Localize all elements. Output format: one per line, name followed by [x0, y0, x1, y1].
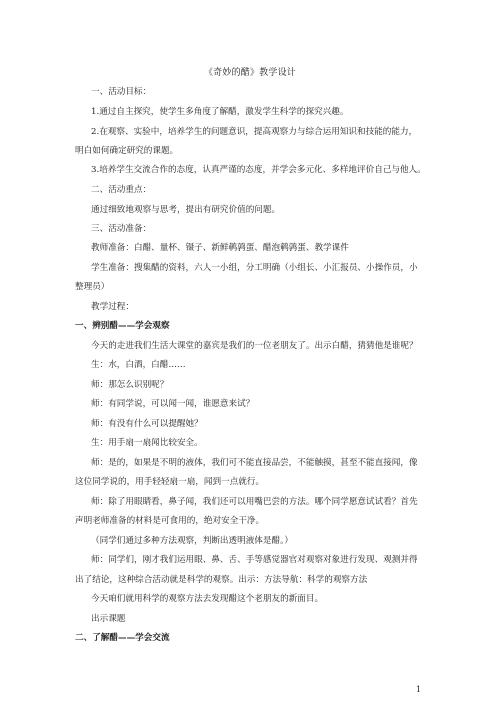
paragraph-line: 学生准备：搜集醋的资料，六人一小组，分工明确（小组长、小汇报员、小操作员，小	[91, 263, 418, 273]
paragraph-line: 1.通过自主探究，使学生多角度了解醋，激发学生科学的探究兴趣。	[91, 107, 349, 117]
paragraph-line: 今天的走进我们生活大课堂的嘉宾是我们的一位老朋友了。出示白醋，猜猜他是谁呢？	[91, 341, 418, 351]
paragraph-line: 2.在观察、实验中，培养学生的问题意识，提高观察力与综合运用知识和技能的能力，	[91, 127, 418, 137]
paragraph-line: 生：用手扇一扇闻比较安全。	[91, 438, 203, 448]
paragraph-line: 教师准备：白醋、量杯、镊子、新鲜鹌鹑蛋、醋泡鹌鹑蛋、教学课件	[91, 243, 349, 253]
paragraph-line: 今天咱们就用科学的观察方法去发现醋这个老朋友的新面目。	[91, 594, 324, 604]
bold-heading: 二、了解醋——学会交流	[75, 633, 170, 643]
paragraph-line: 3.培养学生交流合作的态度，认真严谨的态度，并学会多元化、多样地评价自己与他人。	[91, 165, 426, 175]
page-number: 1	[415, 685, 421, 694]
section-heading: 三、活动准备：	[91, 224, 152, 234]
bold-heading: 一、辨别醋——学会观察	[75, 321, 170, 331]
paragraph-line: 整理员）	[75, 282, 110, 292]
paragraph-line: 明白如何确定研究的课题。	[75, 146, 179, 156]
section-heading: 教学过程：	[91, 302, 134, 312]
paragraph-line: 出了结论，这种综合活动就是科学的观察。出示：方法导航：科学的观察方法	[75, 575, 368, 585]
paragraph-line: 师：那怎么识别呢？	[91, 380, 169, 390]
paragraph-line: 生：水，白酒，白醋……	[91, 360, 186, 370]
paragraph-line: 师：有同学说，可以闻一闻，谁愿意来试？	[91, 399, 255, 409]
document-title: 《奇妙的醋》教学设计	[203, 68, 296, 78]
paragraph-line: （同学们通过多种方法观察，判断出透明液体是醋。）	[91, 536, 293, 546]
paragraph-line: 师：有没有什么可以提醒她？	[91, 419, 203, 429]
paragraph-line: 这位同学说的，用手轻轻扇一扇，闻到一点就行。	[75, 477, 265, 487]
paragraph-line: 师：是的，如果是不明的液体，我们可不能直接品尝，不能触摸，甚至不能直接闻，像	[91, 458, 418, 468]
paragraph-line: 师：除了用眼睛看，鼻子闻，我们还可以用嘴巴尝的方法。哪个同学愿意试试看？首先	[91, 497, 418, 507]
section-heading: 一、活动目标：	[91, 87, 152, 97]
paragraph-line: 声明老师准备的材料是可食用的，绝对安全干净。	[75, 516, 265, 526]
section-heading: 二、活动重点：	[91, 185, 152, 195]
paragraph-line: 师：同学们，刚才我们运用眼、鼻、舌、手等感觉器官对观察对象进行发现、观测并得	[91, 555, 418, 565]
paragraph-line: 出示课题	[91, 614, 126, 624]
paragraph-line: 通过细致地观察与思考，提出有研究价值的问题。	[91, 205, 281, 215]
